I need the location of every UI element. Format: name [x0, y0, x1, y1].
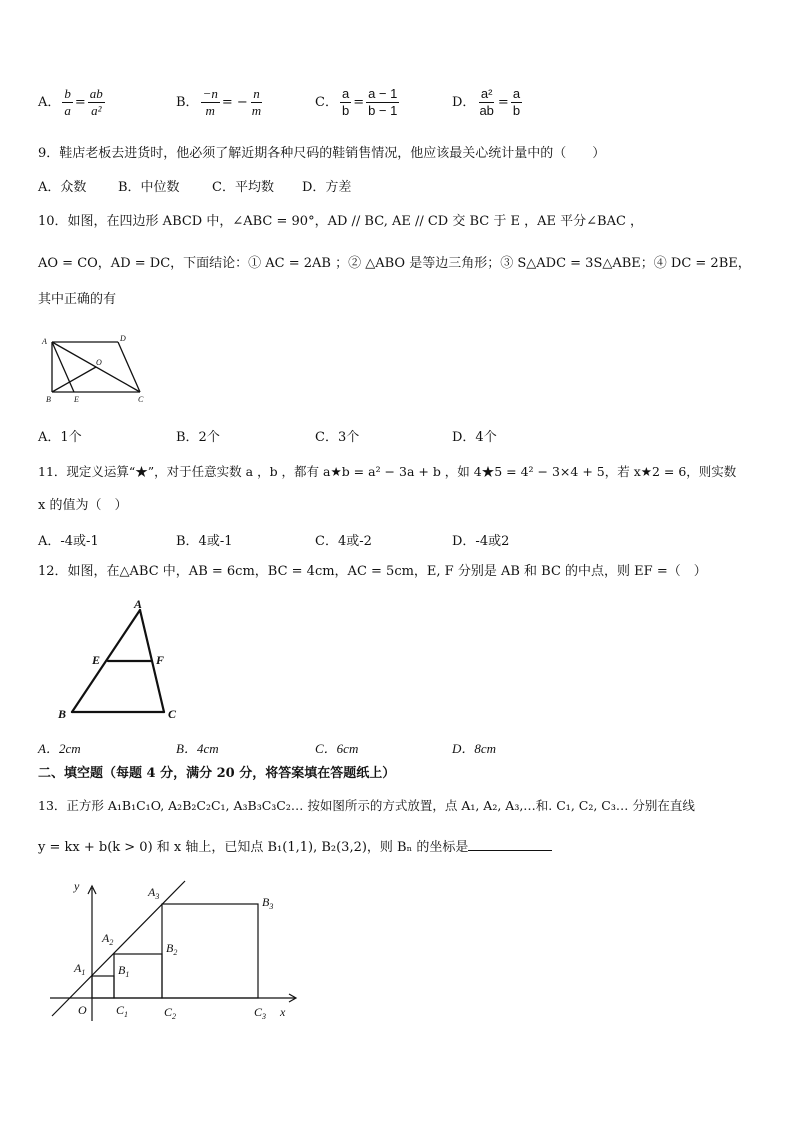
label-subscript: 1 — [124, 1010, 129, 1019]
label-subscript: 3 — [155, 892, 160, 901]
q8-option-b — [176, 86, 265, 119]
q10-option-b: B．2个 — [176, 430, 220, 445]
label-subscript: 2 — [173, 948, 178, 957]
label-subscript: 3 — [269, 902, 274, 911]
q8-option-d — [452, 86, 524, 119]
q9-stem: 9．鞋店老板去进货时，他必须了解近期各种尺码的鞋销售情况，他应该最关心统计量中的（ ） — [38, 146, 606, 161]
label-e: E — [74, 395, 79, 404]
label-letter: B — [118, 963, 126, 977]
q10-option-a: A．1个 — [38, 430, 82, 445]
numerator: −n — [202, 86, 218, 101]
fraction — [340, 86, 351, 119]
q13-squares-figure — [40, 876, 310, 1026]
numerator: a — [512, 86, 521, 101]
denominator: b − 1 — [368, 103, 398, 118]
label-letter: A — [102, 931, 110, 945]
q12-triangle-figure — [50, 596, 190, 726]
q10-quadrilateral-figure — [36, 332, 156, 406]
q8-option-a — [38, 86, 107, 119]
option-label: B． — [176, 95, 199, 110]
numerator: b — [64, 86, 71, 101]
q13-line2-text: y = kx + b(k > 0) 和 x 轴上，已知点 B₁(1,1), B₂(3,2)，则 Bₙ 的坐标是 — [38, 840, 469, 855]
q13-line2 — [38, 836, 552, 858]
label-letter: C — [164, 1005, 173, 1019]
label-b: B — [46, 395, 51, 404]
section-title: 二、填空题（每题 4 分，满分 20 分，将答案填在答题纸上） — [38, 766, 396, 781]
label-a3 — [147, 885, 159, 901]
label-subscript: 1 — [125, 970, 130, 979]
label-c: C — [138, 395, 144, 404]
q10-line2: AO = CO，AD = DC，下面结论：① AC = 2AB ；② △ABO 是等边三角形；③ S△ADC = 3S△ABE；④ DC = 2BE， — [38, 256, 751, 271]
label-letter: C — [254, 1005, 263, 1019]
label-a1 — [73, 961, 85, 977]
label-letter: C — [116, 1003, 125, 1017]
label-o: O — [78, 1003, 87, 1017]
label-subscript: 3 — [262, 1012, 267, 1021]
label-d: D — [120, 334, 126, 343]
label-a: A — [42, 337, 47, 346]
equals-sign: = — [353, 95, 365, 110]
label-letter: A — [148, 885, 156, 899]
side-dc — [118, 342, 140, 392]
fraction — [62, 86, 73, 119]
fraction — [366, 86, 399, 119]
label-o: O — [96, 358, 102, 367]
q11-line1: 11．现定义运算“★”，对于任意实数 a ，b ，都有 a★b = a² − 3a + b ，如 4★5 = 4² − 3×4 + 5，若 x★2 = 6，则实数 — [38, 464, 737, 479]
label-c3 — [254, 1005, 266, 1021]
label-x: x — [280, 1005, 286, 1019]
label-c: C — [168, 707, 177, 721]
fraction — [511, 86, 522, 119]
label-b: B — [58, 707, 67, 721]
label-c2 — [164, 1005, 176, 1021]
q9-option-a: A．众数 — [38, 180, 87, 195]
segment-ae — [52, 342, 74, 392]
label-b1 — [118, 963, 129, 979]
equals-sign: = — [497, 95, 509, 110]
square-1 — [92, 976, 114, 998]
denominator: a² — [91, 103, 102, 118]
label-y: y — [74, 879, 80, 893]
q9-option-c: C．平均数 — [212, 180, 274, 195]
label-e: E — [92, 653, 101, 667]
option-label: A． — [38, 95, 61, 110]
numerator: a — [341, 86, 350, 101]
q11-option-d: D．-4或2 — [452, 534, 510, 549]
label-letter: B — [262, 895, 270, 909]
label-b3 — [262, 895, 273, 911]
numerator: a² — [480, 86, 493, 101]
q12-option-b: B．4cm — [176, 741, 219, 756]
q13-line1: 13．正方形 A₁B₁C₁O, A₂B₂C₂C₁, A₃B₃C₃C₂… 按如图所示的方式放置，点 A₁, A₂, A₃,…和. C₁, C₂, C₃… 分别在直线 — [38, 798, 695, 813]
option-label: D． — [452, 95, 476, 110]
q8-option-c — [315, 86, 401, 119]
q10-line3: 其中正确的有 — [38, 292, 117, 307]
label-c1 — [116, 1003, 128, 1019]
equals-sign: = — [74, 95, 86, 110]
label-letter: A — [74, 961, 82, 975]
label-b2 — [166, 941, 177, 957]
label-a2 — [101, 931, 113, 947]
option-label: C． — [315, 95, 338, 110]
q11-line2: x 的值为（ ） — [38, 498, 128, 513]
label-a: A — [134, 597, 143, 611]
fraction — [477, 86, 495, 119]
q11-option-b: B．4或-1 — [176, 534, 233, 549]
equals-sign: = − — [221, 95, 248, 110]
denominator: ab — [479, 103, 494, 118]
q12-option-c: C．6cm — [315, 741, 359, 756]
q10-option-d: D．4个 — [452, 430, 497, 445]
denominator: a — [64, 103, 71, 118]
denominator: b — [341, 103, 350, 118]
fraction — [88, 86, 105, 119]
label-letter: B — [166, 941, 174, 955]
fraction — [201, 86, 220, 119]
q12-option-a: A．2cm — [38, 741, 81, 756]
q12-option-d: D．8cm — [452, 741, 497, 756]
label-subscript: 2 — [109, 938, 114, 947]
label-f: F — [156, 653, 165, 667]
numerator: n — [253, 86, 260, 101]
fraction — [250, 86, 263, 119]
label-subscript: 1 — [81, 968, 86, 977]
q11-option-c: C．4或-2 — [315, 534, 372, 549]
q9-option-d: D．方差 — [302, 180, 352, 195]
q11-option-a: A．-4或-1 — [38, 534, 99, 549]
q10-line1: 10．如图，在四边形 ABCD 中，∠ABC = 90°，AD // BC, AE // CD 交 BC 于 E ，AE 平分∠BAC ， — [38, 214, 644, 229]
numerator: ab — [89, 86, 103, 101]
numerator: a − 1 — [368, 86, 398, 101]
segment-bo — [52, 367, 96, 392]
label-subscript: 2 — [172, 1012, 177, 1021]
answer-blank[interactable] — [468, 836, 552, 851]
q10-option-c: C．3个 — [315, 430, 360, 445]
denominator: m — [251, 103, 262, 118]
denominator: b — [512, 103, 521, 118]
q9-option-b: B．中位数 — [118, 180, 180, 195]
q12-stem: 12．如图，在△ABC 中，AB = 6cm，BC = 4cm，AC = 5cm，E, F 分别是 AB 和 BC 的中点，则 EF =（ ） — [38, 564, 707, 579]
denominator: m — [205, 103, 215, 118]
